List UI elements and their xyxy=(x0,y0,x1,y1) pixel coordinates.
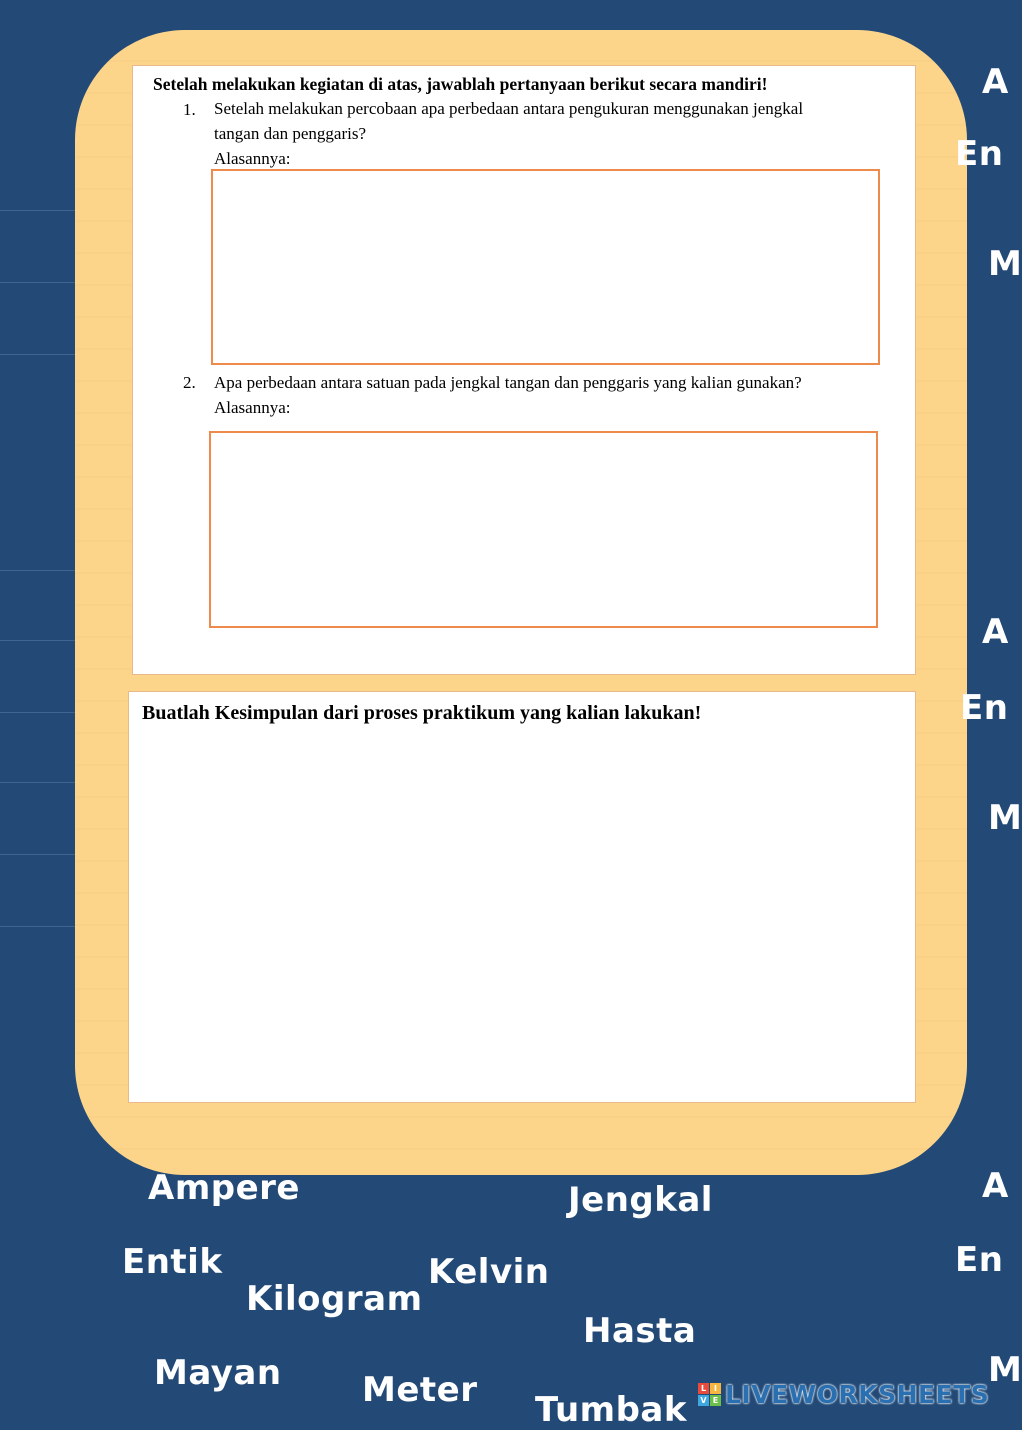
logo-text: LIVEWORKSHEETS xyxy=(725,1380,990,1409)
question-1-line-1: Setelah melakukan percobaan apa perbedaan antara pengukuran menggunakan jengkal xyxy=(214,99,804,118)
word-entik: Entik xyxy=(122,1242,223,1282)
question-1-number: 1. xyxy=(183,100,196,119)
question-1-line-2: tangan dan penggaris? xyxy=(214,124,366,143)
word-kilogram: Kilogram xyxy=(246,1279,423,1319)
word-hasta: Hasta xyxy=(583,1311,697,1351)
edge-word: En xyxy=(960,688,1009,728)
logo-icon: L I V E xyxy=(698,1383,721,1406)
answer-2-input[interactable] xyxy=(209,431,878,628)
question-2-reason-label: Alasannya: xyxy=(214,398,291,417)
edge-word: A xyxy=(982,612,1009,652)
word-jengkal: Jengkal xyxy=(568,1180,713,1220)
edge-word: En xyxy=(955,134,1004,174)
word-meter: Meter xyxy=(362,1370,478,1410)
edge-word: M xyxy=(988,798,1022,838)
edge-word: A xyxy=(982,62,1009,102)
answer-1-input[interactable] xyxy=(211,169,880,365)
word-kelvin: Kelvin xyxy=(428,1252,550,1292)
edge-word: En xyxy=(955,1240,1004,1280)
edge-word: M xyxy=(988,1350,1022,1390)
word-tumbak: Tumbak xyxy=(535,1390,687,1430)
edge-word: A xyxy=(982,1166,1009,1206)
word-mayan: Mayan xyxy=(154,1353,282,1393)
liveworksheets-logo xyxy=(698,1380,989,1409)
word-ampere: Ampere xyxy=(148,1168,300,1208)
edge-word: M xyxy=(988,244,1022,284)
intro-heading: Setelah melakukan kegiatan di atas, jawablah pertanyaan berikut secara mandiri! xyxy=(153,74,768,94)
question-2-number: 2. xyxy=(183,373,196,392)
question-1-reason-label: Alasannya: xyxy=(214,149,291,168)
question-2-line-1: Apa perbedaan antara satuan pada jengkal tangan dan penggaris yang kalian gunakan? xyxy=(214,373,802,392)
conclusion-heading: Buatlah Kesimpulan dari proses praktikum yang kalian lakukan! xyxy=(142,702,702,724)
conclusion-panel[interactable] xyxy=(128,691,916,1103)
